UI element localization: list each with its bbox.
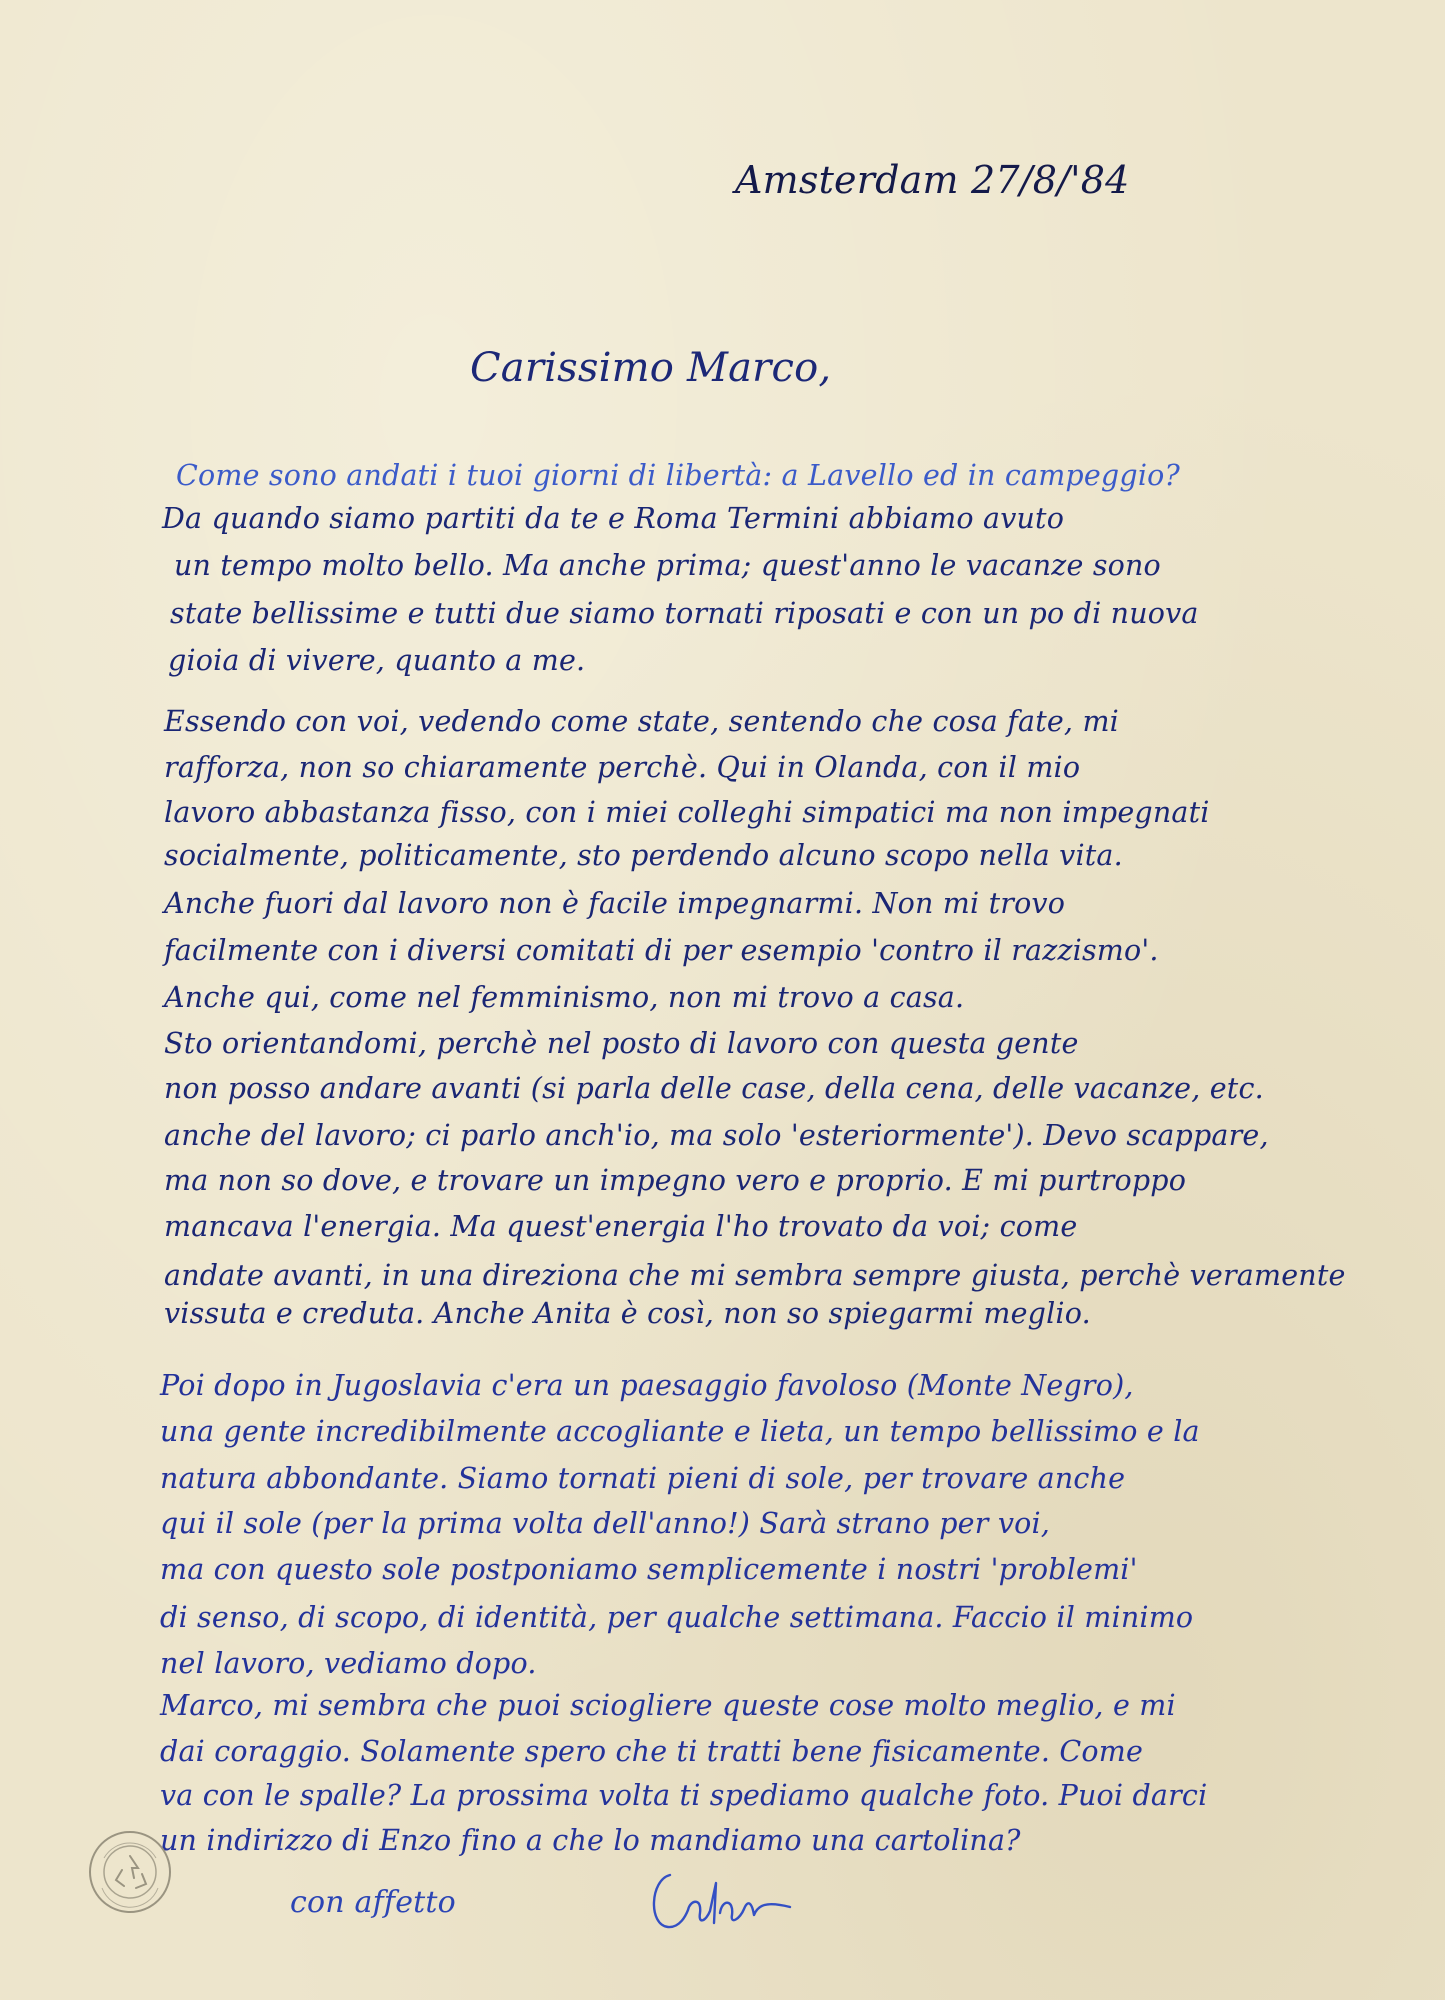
letter-line: una gente incredibilmente accogliante e lieta, un tempo bellissimo e la — [160, 1415, 1200, 1448]
letter-line: Marco, mi sembra che puoi sciogliere queste cose molto meglio, e mi — [160, 1689, 1176, 1722]
letter-line: rafforza, non so chiaramente perchè. Qui in Olanda, con il mio — [164, 751, 1081, 784]
letter-line: Come sono andati i tuoi giorni di libertà: a Lavello ed in campeggio? — [176, 459, 1180, 492]
letter-line: dai coraggio. Solamente spero che ti tratti bene fisicamente. Come — [160, 1735, 1144, 1768]
letter-line: Poi dopo in Jugoslavia c'era un paesaggio favoloso (Monte Negro), — [160, 1369, 1134, 1402]
letter-line: di senso, di scopo, di identità, per qualche settimana. Faccio il minimo — [160, 1601, 1194, 1634]
letter-line: Sto orientandomi, perchè nel posto di lavoro con questa gente — [164, 1027, 1079, 1060]
letter-closing: con affetto — [290, 1885, 456, 1920]
letter-line: un indirizzo di Enzo fino a che lo mandiamo una cartolina? — [160, 1824, 1021, 1857]
letter-line: vissuta e creduta. Anche Anita è così, non so spiegarmi meglio. — [164, 1297, 1091, 1330]
letter-line: natura abbondante. Siamo tornati pieni di sole, per trovare anche — [160, 1462, 1126, 1495]
signature-image — [640, 1855, 800, 1945]
letter-line: Da quando siamo partiti da te e Roma Termini abbiamo avuto — [162, 502, 1065, 535]
letter-line: anche del lavoro; ci parlo anch'io, ma solo 'esteriormente'). Devo scappare, — [164, 1119, 1269, 1152]
letter-line: socialmente, politicamente, sto perdendo alcuno scopo nella vita. — [164, 839, 1123, 872]
letter-line: ma non so dove, e trovare un impegno vero e proprio. E mi purtroppo — [164, 1164, 1187, 1197]
letter-line: non posso andare avanti (si parla delle case, della cena, delle vacanze, etc. — [164, 1072, 1264, 1105]
letter-line: va con le spalle? La prossima volta ti spediamo qualche foto. Puoi darci — [160, 1779, 1208, 1812]
letter-line: lavoro abbastanza fisso, con i miei colleghi simpatici ma non impegnati — [164, 796, 1210, 829]
letter-line: state bellissime e tutti due siamo tornati riposati e con un po di nuova — [170, 597, 1199, 630]
letter-line: Anche fuori dal lavoro non è facile impegnarmi. Non mi trovo — [164, 887, 1066, 920]
letter-line: andate avanti, in una direziona che mi sembra sempre giusta, perchè veramente — [164, 1259, 1346, 1292]
recycled-paper-stamp-icon — [86, 1828, 174, 1916]
letter-line: mancava l'energia. Ma quest'energia l'ho trovato da voi; come — [164, 1210, 1078, 1243]
letter-salutation: Carissimo Marco, — [470, 345, 832, 391]
letter-line: ma con questo sole postponiamo semplicemente i nostri 'problemi' — [160, 1553, 1138, 1586]
letter-line: gioia di vivere, quanto a me. — [168, 644, 586, 677]
letter-line: qui il sole (per la prima volta dell'anno!) Sarà strano per voi, — [160, 1507, 1051, 1540]
letter-line: Essendo con voi, vedendo come state, sentendo che cosa fate, mi — [164, 705, 1119, 738]
letter-line: Anche qui, come nel femminismo, non mi trovo a casa. — [164, 981, 965, 1014]
letter-line: nel lavoro, vediamo dopo. — [160, 1647, 537, 1680]
letter-date: Amsterdam 27/8/'84 — [735, 158, 1130, 202]
letter-line: un tempo molto bello. Ma anche prima; quest'anno le vacanze sono — [174, 549, 1161, 582]
letter-line: facilmente con i diversi comitati di per esempio 'contro il razzismo'. — [164, 934, 1159, 967]
